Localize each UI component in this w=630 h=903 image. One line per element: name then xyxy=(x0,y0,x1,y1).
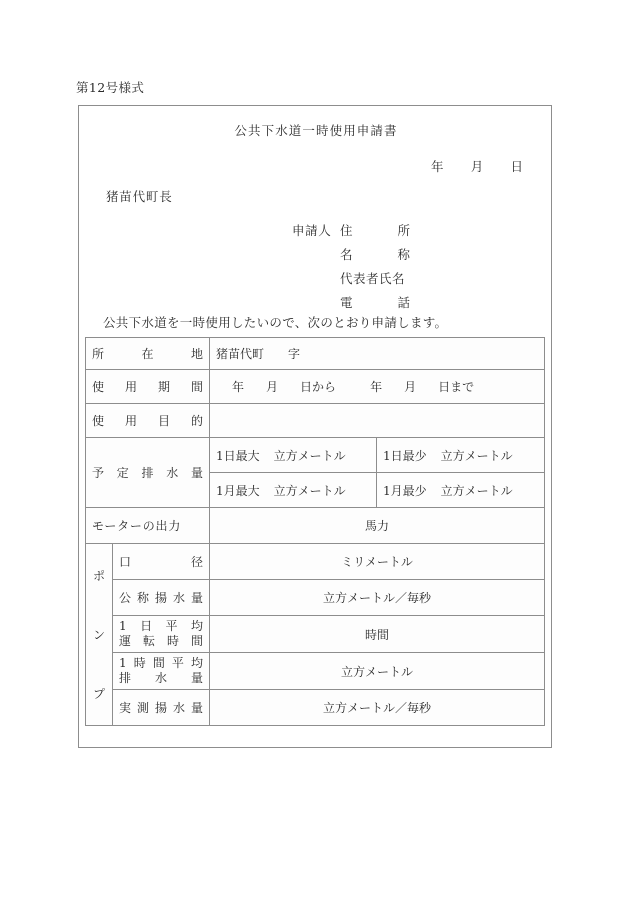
pump-label-char-2: ン xyxy=(92,627,105,642)
discharge-cell-monthly-min xyxy=(377,473,545,508)
pump-label-char-3: プ xyxy=(92,686,105,701)
period-to-month: 月 xyxy=(404,380,417,394)
table-row-location xyxy=(86,338,545,370)
table-row-pump-daily-hours xyxy=(86,616,545,653)
date-month: 月 xyxy=(470,159,484,174)
period-from-year: 年 xyxy=(232,380,245,394)
pump-hourly-discharge-line1: 1時間平均 xyxy=(119,656,204,670)
table-row-purpose xyxy=(86,404,545,438)
table-row-period xyxy=(86,370,545,404)
row-label-purpose: 使用目的 xyxy=(86,404,210,438)
row-label-pump-daily-hours xyxy=(113,616,210,653)
period-from-month: 月 xyxy=(266,380,279,394)
row-label-planned-discharge: 予定排水量 xyxy=(86,438,210,508)
row-value-pump-nominal-lift: 立方メートル／毎秒 xyxy=(210,580,545,616)
discharge-period-daily-min: 1日最少 xyxy=(383,448,427,463)
date-year: 年 xyxy=(431,159,444,174)
discharge-cell-daily-max xyxy=(210,438,377,473)
discharge-cell-daily-min xyxy=(377,438,545,473)
discharge-unit-monthly-max: 立方メートル xyxy=(273,483,346,498)
discharge-period-monthly-max: 1月最大 xyxy=(216,483,260,498)
applicant-field-name: 名 称 xyxy=(340,247,410,262)
row-value-pump-diameter: ミリメートル xyxy=(210,544,545,580)
discharge-unit-monthly-min: 立方メートル xyxy=(440,483,513,498)
applicant-row-phone xyxy=(292,291,410,315)
row-label-motor-output: モーターの出力 xyxy=(86,508,210,544)
pump-daily-hours-line2: 運転時間 xyxy=(119,634,204,648)
pump-label-char-1: ポ xyxy=(92,569,105,584)
row-value-pump-daily-hours: 時間 xyxy=(210,616,545,653)
applicant-tag: 申請人 xyxy=(292,223,332,238)
applicant-block xyxy=(292,219,410,315)
applicant-row-representative xyxy=(292,267,410,291)
row-value-pump-hourly-discharge: 立方メートル xyxy=(210,653,545,690)
location-town: 猪苗代町 xyxy=(216,347,265,361)
row-value-location xyxy=(210,338,545,370)
applicant-row-name xyxy=(292,243,410,267)
discharge-period-monthly-min: 1月最少 xyxy=(383,483,427,498)
table-row-pump-diameter xyxy=(86,544,545,580)
row-value-motor-output: 馬力 xyxy=(210,508,545,544)
location-aza: 字 xyxy=(288,347,301,361)
form-frame xyxy=(78,105,552,748)
discharge-unit-daily-max: 立方メートル xyxy=(273,448,346,463)
pump-daily-hours-line1: 1日平均 xyxy=(119,619,204,633)
table-row-pump-measured-lift xyxy=(86,690,545,726)
period-from-day: 日から xyxy=(300,380,337,394)
row-label-pump-diameter: 口 径 xyxy=(113,544,210,580)
applicant-field-representative: 代表者氏名 xyxy=(340,271,406,286)
period-to-year: 年 xyxy=(370,380,383,394)
row-label-pump-hourly-discharge xyxy=(113,653,210,690)
pump-group-label xyxy=(86,544,113,726)
table-row-pump-hourly-discharge xyxy=(86,653,545,690)
document-title: 公共下水道一時使用申請書 xyxy=(234,123,398,138)
form-number-label: 第12号様式 xyxy=(76,80,145,95)
date-day: 日 xyxy=(510,159,523,174)
pump-hourly-discharge-line2: 排水量 xyxy=(119,671,204,685)
date-line xyxy=(431,157,523,175)
applicant-field-phone: 電 話 xyxy=(340,295,410,310)
intro-statement: 公共下水道を一時使用したいので、次のとおり申請します。 xyxy=(103,315,448,330)
discharge-period-daily-max: 1日最大 xyxy=(216,448,260,463)
discharge-unit-daily-min: 立方メートル xyxy=(440,448,513,463)
discharge-cell-monthly-max xyxy=(210,473,377,508)
table-row-discharge-daily xyxy=(86,438,545,473)
row-label-period: 使用期間 xyxy=(86,370,210,404)
period-to-day: 日まで xyxy=(438,380,475,394)
row-value-pump-measured-lift: 立方メートル／毎秒 xyxy=(210,690,545,726)
row-value-purpose[interactable] xyxy=(210,404,545,438)
row-label-location: 所 在 地 xyxy=(86,338,210,370)
applicant-field-address: 住 所 xyxy=(340,223,410,238)
row-value-period xyxy=(210,370,545,404)
row-label-pump-measured-lift: 実測揚水量 xyxy=(113,690,210,726)
table-row-pump-nominal-lift xyxy=(86,580,545,616)
applicant-row-address xyxy=(292,219,410,243)
addressee: 猪苗代町長 xyxy=(106,189,173,204)
row-label-pump-nominal-lift: 公称揚水量 xyxy=(113,580,210,616)
application-table xyxy=(85,337,545,726)
table-row-motor-output xyxy=(86,508,545,544)
